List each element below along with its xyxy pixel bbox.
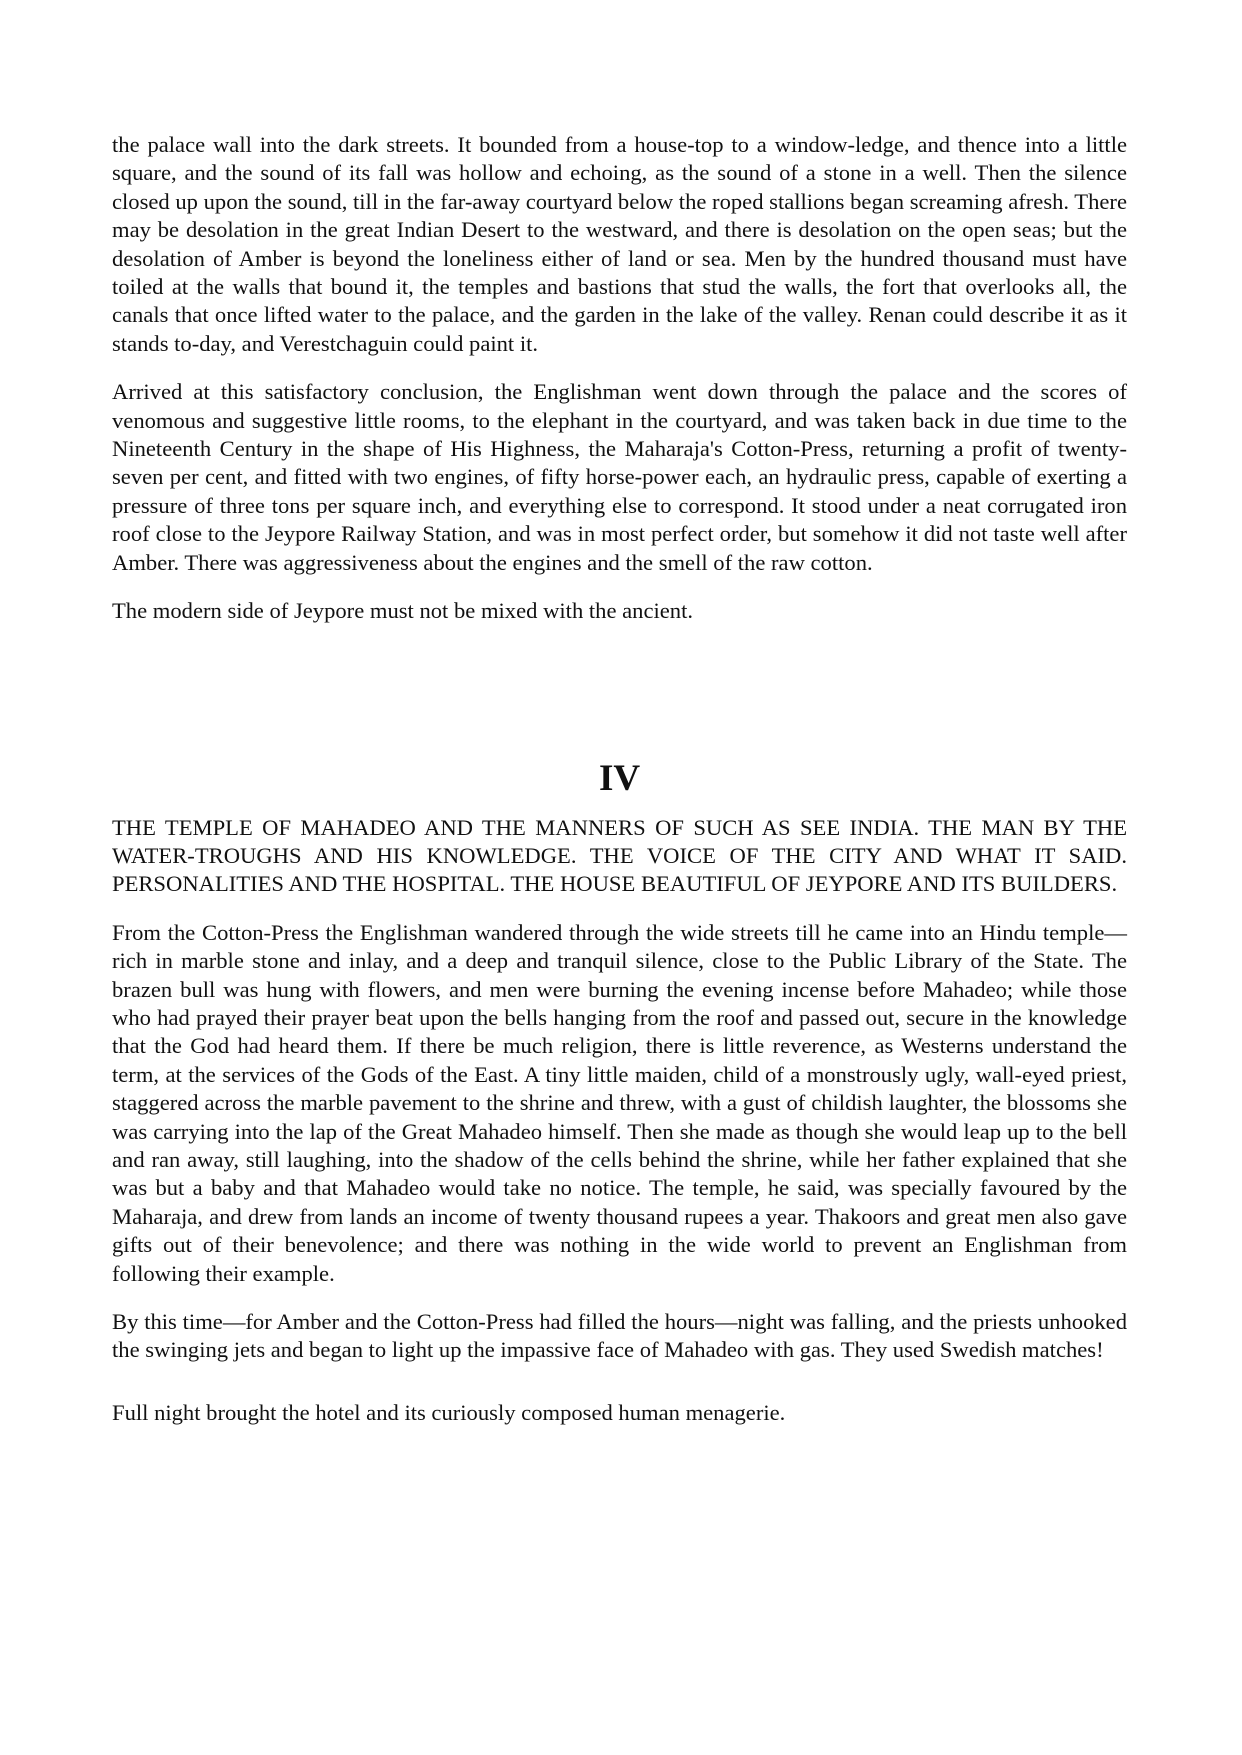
paragraph-cotton-press: Arrived at this satisfactory conclusion, the Englishman went down through the palace and the scores of venomous and suggestive little rooms, to the elephant in the courtyard, and was taken back in due time to the Nineteenth Century in the shape of His Highness, the Maharaja's Cotton-Press, returning a profit of twenty-seven per cent, and fitted with two engines, of fifty horse-power each, an hydraulic press, capable of exerting a pressure of three tons per square inch, and everything else to correspond. It stood under a neat corrugated iron roof close to the Jeypore Railway Station, and was in most perfect order, but somehow it did not taste well after Amber. There was aggressiveness about the engines and the smell of the raw cotton. [112, 379, 1127, 575]
page-body [112, 131, 1127, 1427]
chapter-summary: THE TEMPLE OF MAHADEO AND THE MANNERS OF SUCH AS SEE INDIA. THE MAN BY THE WATER-TROUGHS AND HIS KNOWLEDGE. THE VOICE OF THE CITY AND WHAT IT SAID. PERSONALITIES AND THE HOSPITAL. THE HOUSE BEAUTIFUL OF JEYPORE AND ITS BUILDERS. [112, 814, 1127, 897]
chapter-heading: IV [598, 757, 641, 799]
paragraph-modern-side: The modern side of Jeypore must not be mixed with the ancient. [112, 598, 694, 624]
paragraph-night-falling: By this time—for Amber and the Cotton-Press had filled the hours—night was falling, and the priests unhooked the swinging jets and began to light up the impassive face of Mahadeo with gas. They used Swedish matches! [112, 1309, 1127, 1363]
paragraph-amber-desolation: the palace wall into the dark streets. It bounded from a house-top to a window-ledge, and thence into a little square, and the sound of its fall was hollow and echoing, as the sound of a stone in a well. Then the silence closed up upon the sound, till in the far-away courtyard below the roped stallions began screaming afresh. There may be desolation in the great Indian Desert to the westward, and there is desolation on the open seas; but the desolation of Amber is beyond the loneliness either of land or sea. Men by the hundred thousand must have toiled at the walls that bound it, the temples and bastions that stud the walls, the fort that overlooks all, the canals that once lifted water to the palace, and the garden in the lake of the valley. Renan could describe it as it stands to-day, and Verestchaguin could paint it. [112, 132, 1127, 356]
paragraph-temple-of-mahadeo: From the Cotton-Press the Englishman wandered through the wide streets till he came into an Hindu temple—rich in marble stone and inlay, and a deep and tranquil silence, close to the Public Library of the State. The brazen bull was hung with flowers, and men were burning the evening incense before Mahadeo; while those who had prayed their prayer beat upon the bells hanging from the roof and passed out, secure in the knowledge that the God had heard them. If there be much religion, there is little reverence, as Westerns understand the term, at the services of the Gods of the East. A tiny little maiden, child of a monstrously ugly, wall-eyed priest, staggered across the marble pavement to the shrine and threw, with a gust of childish laughter, the blossoms she was carrying into the lap of the Great Mahadeo himself. Then she made as though she would leap up to the bell and ran away, still laughing, into the shadow of the cells behind the shrine, while her father explained that she was but a baby and that Mahadeo would take no notice. The temple, he said, was specially favoured by the Maharaja, and drew from lands an income of twenty thousand rupees a year. Thakoors and great men also gave gifts out of their benevolence; and there was nothing in the wide world to prevent an Englishman from following their example. [112, 919, 1127, 1286]
paragraph-full-night: Full night brought the hotel and its curiously composed human menagerie. [112, 1399, 786, 1425]
